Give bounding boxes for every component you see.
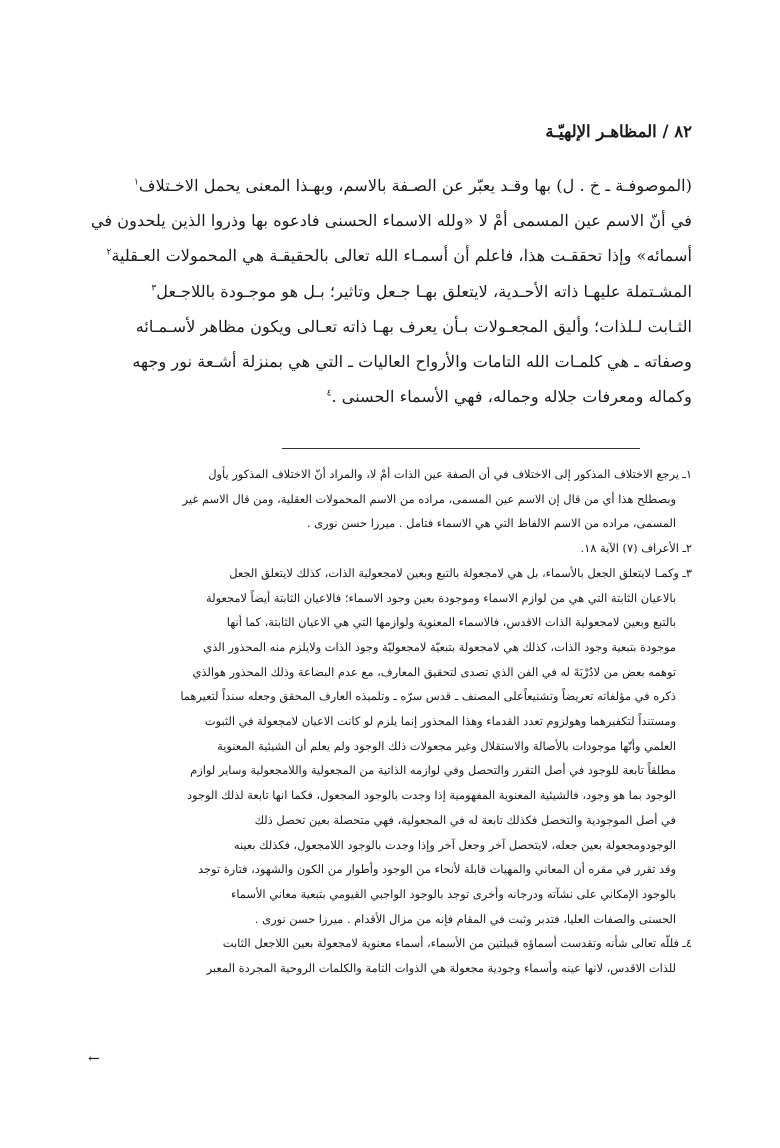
main-line: في أنّ الاسم عين المسمى أمْ لا «ولله الاسماء الحسنى فادعوه بها وذروا الذين يلحدون في xyxy=(90,211,692,231)
continuation-arrow-icon: ← xyxy=(88,1051,100,1067)
footnote-ref[interactable]: ١ xyxy=(133,177,139,188)
footnote-ref[interactable]: ٤ xyxy=(326,388,332,399)
footnote-line: ١ـ يرجع الاختلاف المذكور إلى الاختلاف في أن الصفة عين الذات أمْ لا، والمراد أنّ الاختلاف المذكور يأول xyxy=(208,467,692,481)
footnote-ref[interactable]: ٢ xyxy=(106,248,112,259)
main-line: المشـتملة عليهـا ذاته الأحـدية، لايتعلق بهـا جـعل وتاثير؛ بـل هو موجـودة باللاجـعل$^٣$ xyxy=(151,281,692,301)
main-text xyxy=(78,168,692,414)
footnote-line: العلمي وأنّها موجودات بالأصالة والاستقلال وغير مجعولات ذلك الوجود ولم يعلم أن الشيئية المعنوية xyxy=(217,738,676,753)
footnote-line: موجودة بتبعية وجود الذات، كذلك هي لامجعولة بتبعيّة لامجعوليّة وجود الذات ولايلزم منه المحذور الذي xyxy=(203,639,676,654)
running-header xyxy=(72,122,692,141)
footnote-line: ٤ـ فللّه تعالى شأنه وتقدست أسماؤه قبيلتين من الأسماء، أسماء معنوية لامجعولة بعين اللاجعل الثابت xyxy=(222,936,692,951)
footnote-line: مطلقاً تابعة للوجود في أصل التقرر والتحصل وفي لوازمه الذاتية من المجعولية واللامجعولية وساير لوازم xyxy=(190,763,676,778)
main-line: وصفاته ـ هي كلمـات الله التامات والأرواح العاليات ـ التي هي بمنزلة أشـعة نور وجهه xyxy=(132,352,692,372)
main-line: الثـابت لـلذات؛ وأليق المجعـولات بـأن يعرف بهـا ذاته تعـالى ويكون مظاهر لأسـمـائه xyxy=(135,316,692,336)
footnote-line: الوجودومجعولة بعين جعله، لايتحصل آخر وجعل آخر وإذا وجدت بالوجود اللامجعول، فكذلك بعينه xyxy=(233,837,676,852)
main-line: (الموصوفـة ـ خ . ل) بها وقـد يعبّر عن الصـفة بالاسم، وبهـذا المعنى يحمل الاخـتلاف$^١$ xyxy=(133,176,692,195)
footnote-line: وبصطلح هذا أي من قال إن الاسم عين المسمى، مراده من الاسم المحمولات العقلية، ومن قال الاسم غير xyxy=(182,491,676,506)
main-line: وكماله ومعرفات جلاله وجماله، فهي الأسماء الحسنى .$^٤$ xyxy=(326,387,692,407)
footnote-line: المسمى، مراده من الاسم الالفاظ التي هي الاسماء فتامل . ميرزا حسن نورى . xyxy=(306,516,676,531)
footnote-line: الحسنى والصفات العليا، فتدبر وثبت في المقام فإنه من مزال الأقدام . ميرزا حسن نورى . xyxy=(254,911,676,926)
chapter-title: المظاهـر الإلهيّـة xyxy=(545,122,657,141)
footnote-line: بالتبع وبعين لامجعولية الذات الاقدس، فالاسماء المعنوية ولوازمها التي هي الاعيان الثابتة، كما أنها xyxy=(226,615,676,630)
footnote-line: ذكره في مؤلفاته تعريضاً وتشنيعاًعلى المصنف ـ قدس سرّه ـ وتلميذه العارف المحقق وجعله سنداً لتعيرهما xyxy=(180,689,676,704)
main-line: أسمائه» وإذا تحققـت هذا، فاعلم أن أسمـاء الله تعالى بالحقيقـة هي المحمولات العـقلية$^٢$ xyxy=(106,246,692,266)
footnote-line: وقد تقرر في مقره أن المعاني والمهيات قابلة لأنحاء من الوجود وأطوار من الكون والشهود، فتارة توجد xyxy=(197,862,676,877)
footnote-line: ومستنداً لتكفيرهما وهولزوم تعدد القدماء وهذا المحذور إنما يلزم لو كانت الاعيان لامجعولة في الثبوت xyxy=(204,714,676,729)
footnotes xyxy=(76,462,692,981)
header-separator: / xyxy=(662,122,669,141)
footnote-divider xyxy=(282,448,640,449)
footnote-ref[interactable]: ٣ xyxy=(151,283,157,294)
footnote-line: الوجود بما هو وجود، فالشيئية المعنوية المفهومية إذا وجدت بالوجود المجعول، فكما انها تابعة لذلك الوجود xyxy=(186,788,676,803)
page-number: ٨٢ xyxy=(674,122,692,141)
footnote-line: بالوجود الإمكاني على نشآته ودرجانه وأخرى توجد بالوجود الواجبي القيومي بتبعية معاني الأسماء xyxy=(230,886,676,901)
footnote-line: توهمه بعض من لادُرْبَةَ له في الفن الذي تصدى لتحقيق المعارف، مع عدم البضاعة وذلك المحذور هوالذي xyxy=(192,664,676,679)
footnote-line: في أصل الموجودية والتحصل فكذلك تابعة له في المجعولية، فهي متحصلة بعين تحصل ذلك xyxy=(254,812,676,827)
footnote-line: ٣ـ وكمـا لايتعلق الجعل بالأسماء، بل هي لامجعولة بالتبع وبعين لامجعولية الذات، كذلك لايتعلق الجعل xyxy=(229,565,692,580)
footnote-line: للذات الاقدس، لانها عينه وأسماء وجودية مجعولة هي الذوات التامة والكلمات الروحية المجردة المعبر xyxy=(206,961,676,976)
footnote-line: بالاعيان الثابتة التي هي من لوازم الاسماء وموجودة بعين وجود الاسماء؛ فالاعيان الثابتة أيضاً لامجعولة xyxy=(206,590,676,605)
footnote-line: ٢ـ الأعراف (٧) الآية ١٨. xyxy=(580,541,692,556)
